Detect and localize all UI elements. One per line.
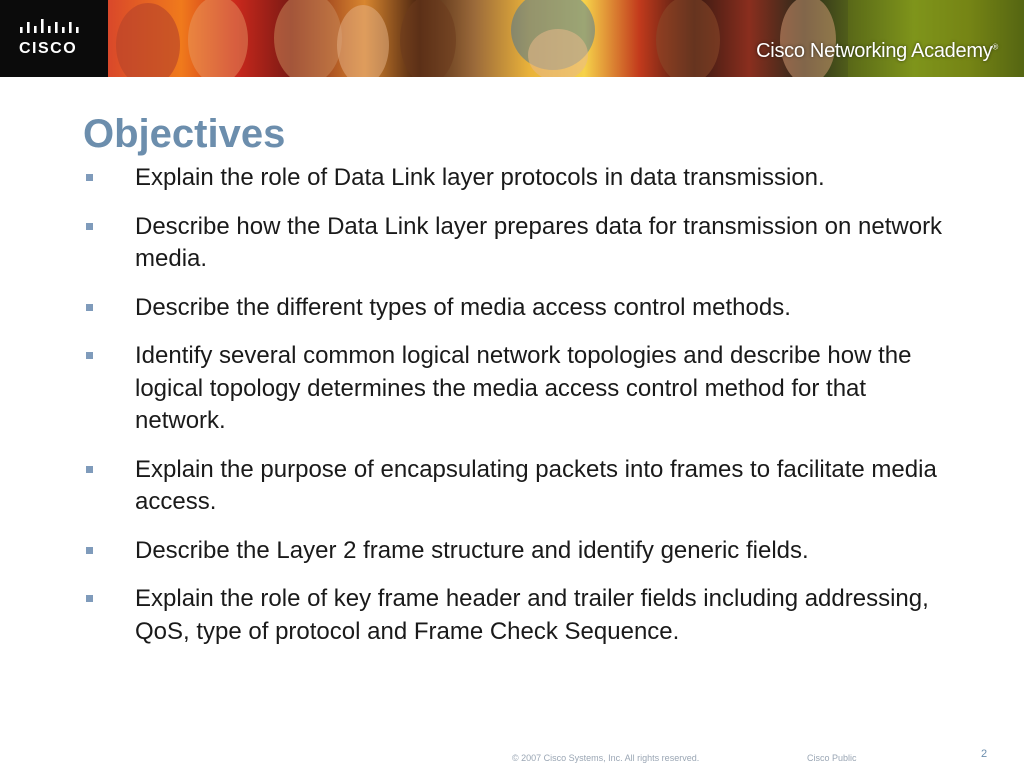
- cisco-logo: [0, 0, 108, 77]
- list-item: [83, 211, 963, 276]
- list-item: [83, 583, 963, 648]
- square-bullet-icon: [86, 466, 93, 473]
- list-item-text: Explain the role of Data Link layer protocols in data transmission.: [135, 164, 825, 191]
- cisco-logo-text: CISCO: [19, 40, 78, 57]
- square-bullet-icon: [86, 223, 93, 230]
- list-item-text: Describe how the Data Link layer prepares data for transmission on network media.: [135, 212, 943, 272]
- slide-title: Objectives: [83, 112, 286, 156]
- copyright-notice: © 2007 Cisco Systems, Inc. All rights reserved.: [512, 753, 700, 763]
- header-banner: [0, 0, 1024, 77]
- square-bullet-icon: [86, 595, 93, 602]
- banner-photo-shapes: [108, 0, 1024, 77]
- list-item: [83, 162, 963, 195]
- list-item-text: Identify several common logical network topologies and describe how the logical topology determines the media access control method for that network.: [135, 342, 912, 434]
- list-item-text: Describe the Layer 2 frame structure and identify generic fields.: [135, 536, 809, 564]
- banner-photo-collage: [108, 0, 1024, 77]
- list-item: [83, 340, 963, 438]
- list-item-text: Explain the purpose of encapsulating packets into frames to facilitate media access.: [135, 455, 937, 515]
- square-bullet-icon: [86, 304, 93, 311]
- cisco-bridge-logo-icon: [20, 19, 86, 35]
- list-item: [83, 292, 963, 325]
- list-item: [83, 454, 963, 519]
- academy-name: Cisco Networking Academy®: [756, 40, 998, 62]
- square-bullet-icon: [86, 547, 93, 554]
- objectives-list: [83, 162, 963, 664]
- list-item-text: Explain the role of key frame header and trailer fields including addressing, QoS, type of protocol and Frame Check Sequence.: [135, 585, 929, 645]
- registered-mark: ®: [992, 42, 998, 52]
- list-item: [83, 535, 963, 568]
- square-bullet-icon: [86, 352, 93, 359]
- page-number: 2: [981, 748, 988, 760]
- list-item-text: Describe the different types of media access control methods.: [135, 293, 791, 321]
- classification-label: Cisco Public: [807, 753, 857, 763]
- square-bullet-icon: [86, 174, 93, 181]
